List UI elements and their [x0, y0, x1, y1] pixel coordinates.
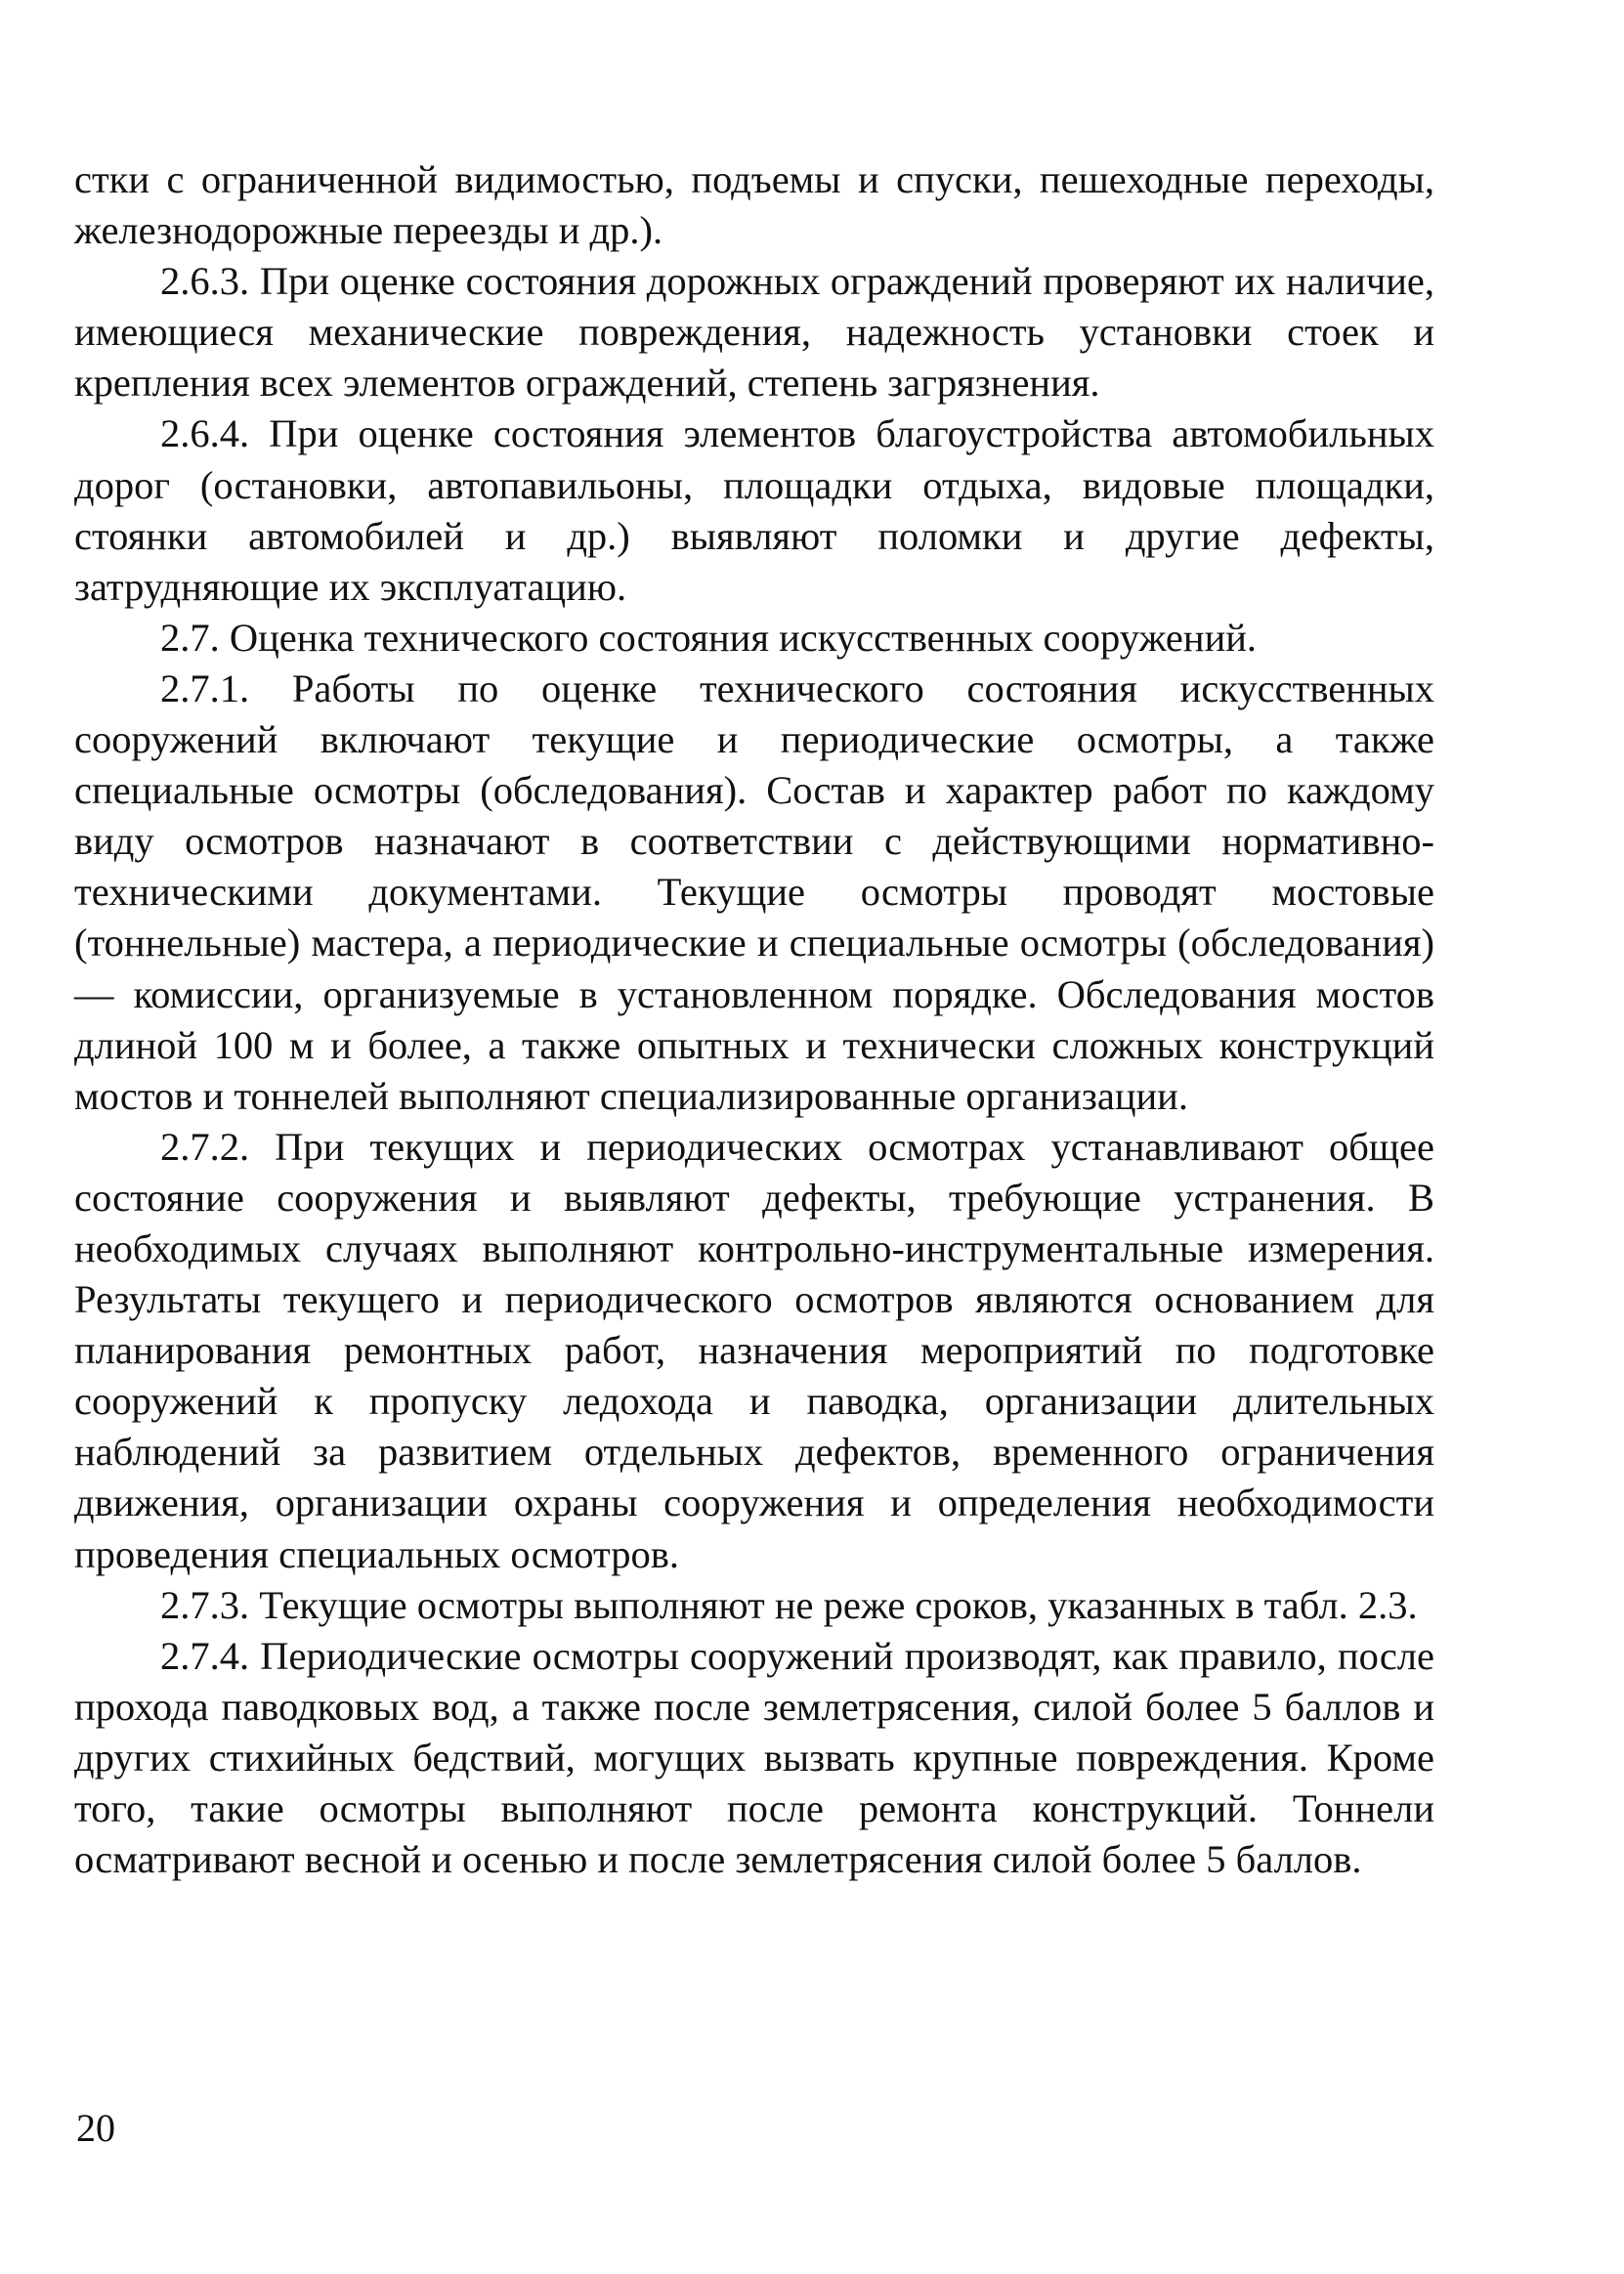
body-text [74, 154, 1434, 1885]
paragraph-2-6-4: 2.6.4. При оценке состояния элементов благоустройства автомобильных дорог (остановки, автопавильоны, площадки отдыха, видовые площадки, стоянки автомобилей и др.) выявляют поломки и другие дефекты, затрудняющие их эксплуатацию. [74, 411, 1434, 609]
paragraph-continuation: стки с ограниченной видимостью, подъемы и спуски, пешеходные переходы, железнодорожные переезды и др.). [74, 157, 1434, 253]
paragraph-2-7-2: 2.7.2. При текущих и периодических осмотрах устанавливают общее состояние сооружения и выявляют дефекты, требующие устранения. В необходимых случаях выполняют контрольно-инструментальные измерения. Результаты текущего и периодического осмотров являются основанием для планирования ремонтных работ, назначения мероприятий по подготовке сооружений к пропуску ледохода и паводка, организации длительных наблюдений за развитием отдельных дефектов, временного ограничения движения, организации охраны сооружения и определения необходимости проведения специальных осмотров. [74, 1124, 1434, 1576]
paragraph-2-7-1: 2.7.1. Работы по оценке технического состояния искусственных сооружений включают текущие и периодические осмотры, а также специальные осмотры (обследования). Состав и характер работ по каждому виду осмотров назначают в соответствии с действующими нормативно-техническими документами. Текущие осмотры проводят мостовые (тоннельные) мастера, а периодические и специальные осмотры (обследования) — комиссии, организуемые в установленном порядке. Обследования мостов длиной 100 м и более, а также опытных и технически сложных конструкций мостов и тоннелей выполняют специализированные организации. [74, 665, 1434, 1118]
section-heading-2-7: 2.7. Оценка технического состояния искусственных сооружений. [160, 615, 1258, 660]
paragraph-2-7-4: 2.7.4. Периодические осмотры сооружений производят, как правило, после прохода паводковых вод, а также после землетрясения, силой более 5 баллов и других стихийных бедствий, могущих вызвать крупные повреждения. Кроме того, такие осмотры выполняют после ремонта конструкций. Тоннели осматривают весной и осенью и после землетрясения силой более 5 баллов. [74, 1633, 1434, 1882]
paragraph-2-6-3: 2.6.3. При оценке состояния дорожных ограждений проверяют их наличие, имеющиеся механические повреждения, надежность установки стоек и крепления всех элементов ограждений, степень загрязнения. [74, 259, 1434, 406]
paragraph-2-7-3: 2.7.3. Текущие осмотры выполняют не реже сроков, указанных в табл. 2.3. [160, 1582, 1418, 1627]
page-number: 20 [76, 2106, 115, 2150]
